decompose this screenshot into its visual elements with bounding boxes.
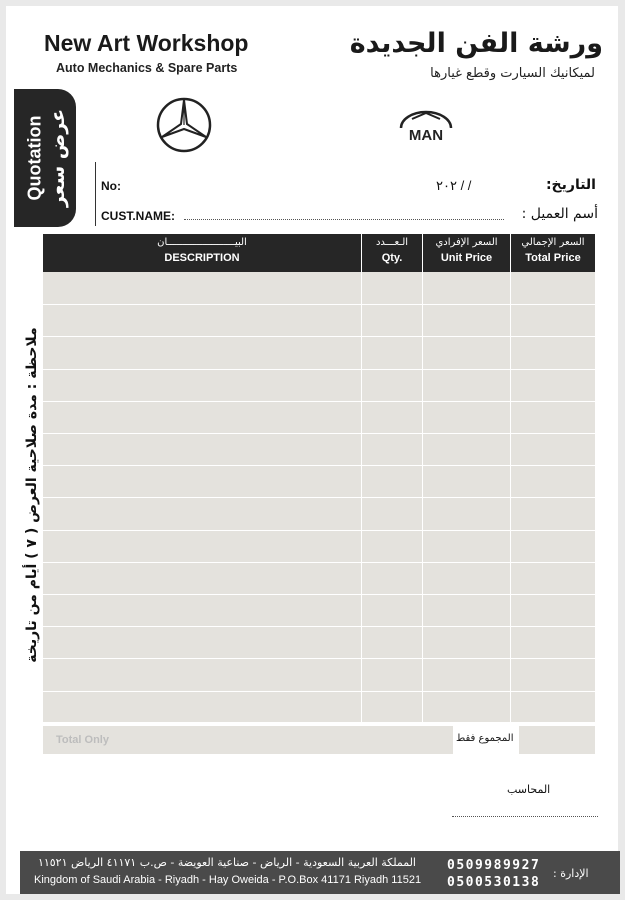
table-row-divider — [43, 594, 595, 595]
column-divider — [510, 234, 511, 722]
quotation-number-label: No: — [101, 179, 121, 193]
man-logo-text: MAN — [408, 127, 444, 144]
quotation-label-en: Quotation — [24, 115, 45, 201]
column-unit-price: السعر الإفرادي Unit Price — [435, 237, 498, 264]
table-row-divider — [43, 562, 595, 563]
table-row-divider — [43, 530, 595, 531]
total-only-label: Total Only — [56, 734, 109, 746]
date-label-ar: التاريخ: — [545, 177, 596, 193]
table-row-divider — [43, 497, 595, 498]
column-qty: الـعـــدد Qty. — [375, 237, 409, 264]
table-row-divider — [43, 336, 595, 337]
company-name-ar: ورشة الفن الجديدة — [349, 28, 603, 59]
table-row-divider — [43, 369, 595, 370]
table-row-divider — [43, 691, 595, 692]
customer-name-label-ar: أسم العميل : — [521, 206, 598, 222]
form-divider — [95, 162, 96, 226]
table-row-divider — [43, 465, 595, 466]
customer-name-label: CUST.NAME: — [101, 209, 175, 223]
column-divider — [422, 234, 423, 722]
address-ar: المملكة العربية السعودية - الرياض - صناعية العويضة - ص.ب ٤١١٧١ الرياض ١١٥٢١ — [37, 856, 416, 869]
validity-note: ملاحظة : مدة صلاحية العرض ( ٧ ) أيام من تاريخة — [24, 327, 40, 663]
column-description: البيـــــــــــــــــــــــان DESCRIPTION — [157, 237, 247, 264]
phone-number: 0509989927 — [447, 858, 541, 873]
phone-number: 0500530138 — [447, 875, 541, 890]
table-row-divider — [43, 304, 595, 305]
total-amount-field — [519, 726, 595, 754]
customer-name-line — [184, 219, 504, 220]
quotation-label-ar: عرض سعر — [47, 108, 69, 208]
company-name-en: New Art Workshop — [44, 30, 249, 56]
table-row-divider — [43, 626, 595, 627]
address-en: Kingdom of Saudi Arabia - Riyadh - Hay Oweida - P.O.Box 41171 Riyadh 11521 — [34, 874, 422, 886]
mercedes-logo-icon — [155, 96, 213, 154]
table-row-divider — [43, 433, 595, 434]
man-logo-icon — [398, 108, 454, 146]
column-total-price: السعر الإجمالي Total Price — [521, 237, 585, 264]
accountant-signature-line — [452, 816, 598, 817]
table-row-divider — [43, 401, 595, 402]
date-field: ٢٠٢ / / — [436, 178, 472, 193]
table-row-divider — [43, 658, 595, 659]
accountant-label: المحاسب — [507, 783, 551, 796]
company-tagline-en: Auto Mechanics & Spare Parts — [56, 61, 238, 75]
company-tagline-ar: لميكانيك السيارت وقطع غيارها — [430, 66, 595, 81]
column-divider — [361, 234, 362, 722]
total-label-ar: المجموع فقط — [456, 733, 514, 744]
management-label: الإدارة : — [553, 867, 589, 880]
